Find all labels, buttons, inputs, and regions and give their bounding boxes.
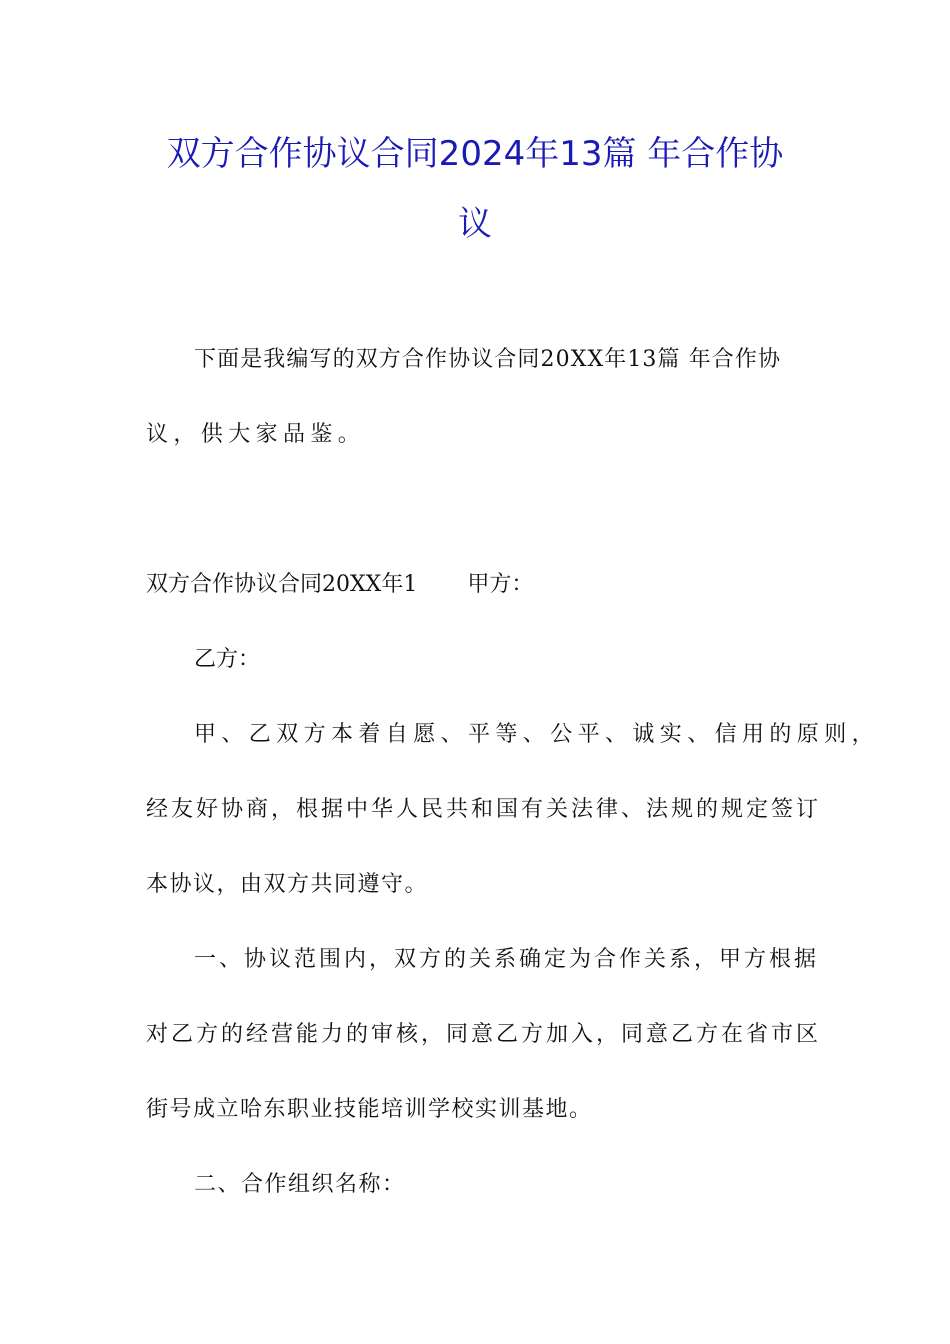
paragraph-1-line-2: 经友好协商，根据中华人民共和国有关法律、法规的规定签订 <box>146 797 822 822</box>
document-title-line-2: 议 <box>458 204 492 244</box>
clause-1-line-1: 一、协议范围内，双方的关系确定为合作关系，甲方根据 <box>194 947 820 972</box>
intro-line-2: 议，供大家品鉴。 <box>146 422 366 447</box>
intro-line-1: 下面是我编写的双方合作协议合同20XX年13篇 年合作协 <box>194 347 782 372</box>
section-heading <box>146 570 533 600</box>
paragraph-1-line-1: 甲、乙双方本着自愿、平等、公平、诚实、信用的原则， <box>194 722 880 747</box>
clause-2-heading: 二、合作组织名称： <box>194 1172 406 1197</box>
section-heading-title: 双方合作协议合同20XX年1 <box>146 572 418 597</box>
party-b-label: 乙方： <box>194 647 261 672</box>
paragraph-1-line-3: 本协议，由双方共同遵守。 <box>146 872 429 897</box>
clause-1-line-2: 对乙方的经营能力的审核，同意乙方加入，同意乙方在省市区 <box>146 1022 822 1047</box>
document-title-line-1: 双方合作协议合同2024年13篇 年合作协 <box>166 134 784 174</box>
clause-1-line-3: 街号成立哈东职业技能培训学校实训基地。 <box>146 1097 593 1122</box>
party-a-label: 甲方： <box>467 572 534 597</box>
